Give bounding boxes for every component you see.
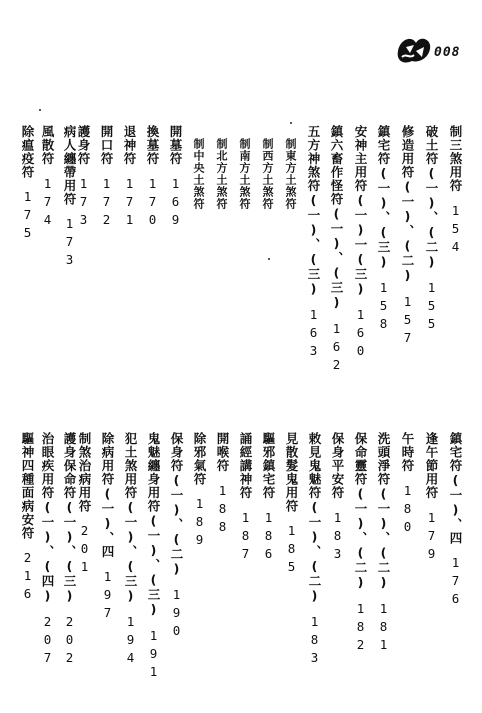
toc-entry — [214, 138, 228, 210]
toc-page: 190 — [169, 587, 184, 641]
toc-title: 破土符(一)、(二) — [424, 125, 439, 270]
toc-title: 保命靈符(一)、(二) — [353, 432, 368, 591]
toc-title: 除病用符(一)、四 — [100, 432, 115, 559]
toc-title: 制東方土煞符 — [284, 138, 297, 210]
toc-title: 鎮宅符(一)、(三) — [376, 125, 391, 270]
toc-entry — [307, 432, 321, 668]
toc-page: 180 — [400, 482, 415, 537]
toc-title: 制中央土煞符 — [192, 138, 205, 210]
toc-page: 188 — [215, 482, 230, 537]
toc-page: 186 — [261, 509, 276, 564]
toc-page: 171 — [122, 175, 137, 230]
toc-entry — [376, 432, 390, 655]
toc-page: 174 — [40, 175, 55, 230]
toc-title: 犯土煞用符(一)、(三) — [123, 432, 138, 604]
toc-title: 開墓符 — [168, 125, 183, 166]
toc-title: 退神符 — [122, 125, 137, 166]
toc-page: 163 — [306, 307, 321, 361]
toc-page: 176 — [448, 555, 463, 609]
toc-entry — [424, 125, 438, 334]
toc-title: 制煞治病用符 — [77, 432, 92, 513]
toc-page: 201 — [77, 523, 92, 577]
toc-entry — [261, 432, 275, 564]
toc-page: 154 — [448, 202, 463, 257]
toc-entry — [306, 125, 320, 361]
toc-entry — [123, 432, 137, 668]
print-speck — [39, 109, 41, 111]
toc-title: 鎮宅符(一)、四 — [448, 432, 463, 545]
toc-title: 鎮六畜作怪符(一)、(三) — [329, 125, 344, 311]
toc-entry — [62, 432, 76, 668]
toc-entry — [168, 125, 182, 230]
toc-page: 183 — [307, 614, 322, 668]
toc-entry — [424, 432, 438, 564]
toc-page: 202 — [62, 614, 77, 668]
toc-entry — [62, 125, 76, 270]
toc-page: 189 — [192, 496, 207, 550]
toc-page: 173 — [76, 175, 91, 230]
toc-title: 制南方土煞符 — [238, 138, 251, 210]
toc-entry — [192, 432, 206, 550]
toc-entry — [284, 432, 298, 577]
toc-page: 155 — [424, 280, 439, 334]
toc-page: 169 — [168, 175, 183, 230]
toc-title: 敕見鬼魅符(一)、(二) — [307, 432, 322, 604]
toc-title: 逢午節用符 — [424, 432, 439, 500]
toc-page: 175 — [20, 189, 35, 243]
toc-page: 194 — [123, 614, 138, 668]
toc-entry — [169, 432, 183, 641]
toc-title: 驅神四種面病安符 — [20, 432, 35, 540]
toc-entry — [40, 125, 54, 230]
toc-entry — [77, 432, 91, 577]
toc-title: 安神主用符(一)一(三) — [353, 125, 368, 297]
toc-entry — [353, 432, 367, 655]
toc-page: 183 — [330, 509, 345, 564]
toc-page: 170 — [145, 175, 160, 230]
toc-title: 見散髮鬼用符 — [284, 432, 299, 513]
toc-entry — [76, 125, 90, 230]
toc-entry — [448, 432, 462, 609]
toc-title: 風散符 — [40, 125, 55, 166]
toc-title: 制北方土煞符 — [215, 138, 228, 210]
toc-title: 五方神煞符(一)、(三) — [306, 125, 321, 297]
toc-title: 除邪氣符 — [192, 432, 207, 486]
toc-entry — [40, 432, 54, 668]
toc-page: 160 — [353, 307, 368, 361]
print-speck — [268, 258, 270, 260]
toc-title: 驅邪鎮宅符 — [261, 432, 276, 500]
calligraphy-seal-icon — [394, 33, 434, 67]
toc-title: 修造用符(一)、(二) — [400, 125, 415, 284]
toc-title: 保身平安符 — [330, 432, 345, 500]
toc-page: 191 — [146, 627, 161, 682]
toc-entry — [237, 138, 251, 210]
toc-title: 開口符 — [99, 125, 114, 166]
toc-page: 207 — [40, 614, 55, 668]
toc-entry — [20, 432, 34, 604]
toc-title: 洗頭淨符(一)、(二) — [376, 432, 391, 591]
toc-title: 除瘟疫符 — [20, 125, 35, 179]
toc-page: 185 — [284, 523, 299, 577]
toc-page: 173 — [62, 216, 77, 270]
toc-title: 病人纏帶用符 — [62, 125, 77, 206]
toc-page: 197 — [100, 568, 115, 623]
toc-entry — [20, 125, 34, 243]
toc-title: 保身符(一)、(二) — [169, 432, 184, 577]
toc-entry — [330, 432, 344, 564]
toc-title: 午時符 — [400, 432, 415, 473]
toc-entry — [100, 432, 114, 623]
toc-entry — [376, 125, 390, 334]
toc-entry — [329, 125, 343, 375]
toc-entry — [260, 138, 274, 210]
print-speck — [290, 122, 292, 124]
toc-entry — [353, 125, 367, 361]
toc-title: 誦經講神符 — [238, 432, 253, 500]
page-number: 008 — [434, 45, 461, 60]
toc-title: 換墓符 — [145, 125, 160, 166]
toc-title: 制三煞用符 — [448, 125, 463, 193]
toc-title: 治眼疾用符(一)、(四) — [40, 432, 55, 604]
toc-title: 開喉符 — [215, 432, 230, 473]
toc-page: 182 — [353, 600, 368, 655]
toc-title: 護身符 — [76, 125, 91, 166]
toc-page: 181 — [376, 600, 391, 655]
toc-title: 護身保命符(一)、(三) — [62, 432, 77, 604]
toc-title: 制西方土煞符 — [261, 138, 274, 210]
toc-page: 162 — [329, 320, 344, 375]
toc-entry — [122, 125, 136, 230]
toc-entry — [145, 125, 159, 230]
toc-entry — [400, 125, 414, 348]
toc-entry — [99, 125, 113, 230]
toc-entry — [238, 432, 252, 564]
toc-title: 鬼魅纏身用符(一)、(三) — [146, 432, 161, 618]
toc-entry — [283, 138, 297, 210]
toc-page: 216 — [20, 550, 35, 604]
toc-entry — [215, 432, 229, 537]
toc-page: 179 — [424, 509, 439, 564]
toc-page: 187 — [238, 509, 253, 564]
toc-entry — [146, 432, 160, 682]
toc-entry — [448, 125, 462, 257]
toc-entry — [191, 138, 205, 210]
toc-page: 157 — [400, 293, 415, 348]
toc-page: 158 — [376, 280, 391, 334]
toc-page: 172 — [99, 175, 114, 230]
toc-entry — [400, 432, 414, 537]
